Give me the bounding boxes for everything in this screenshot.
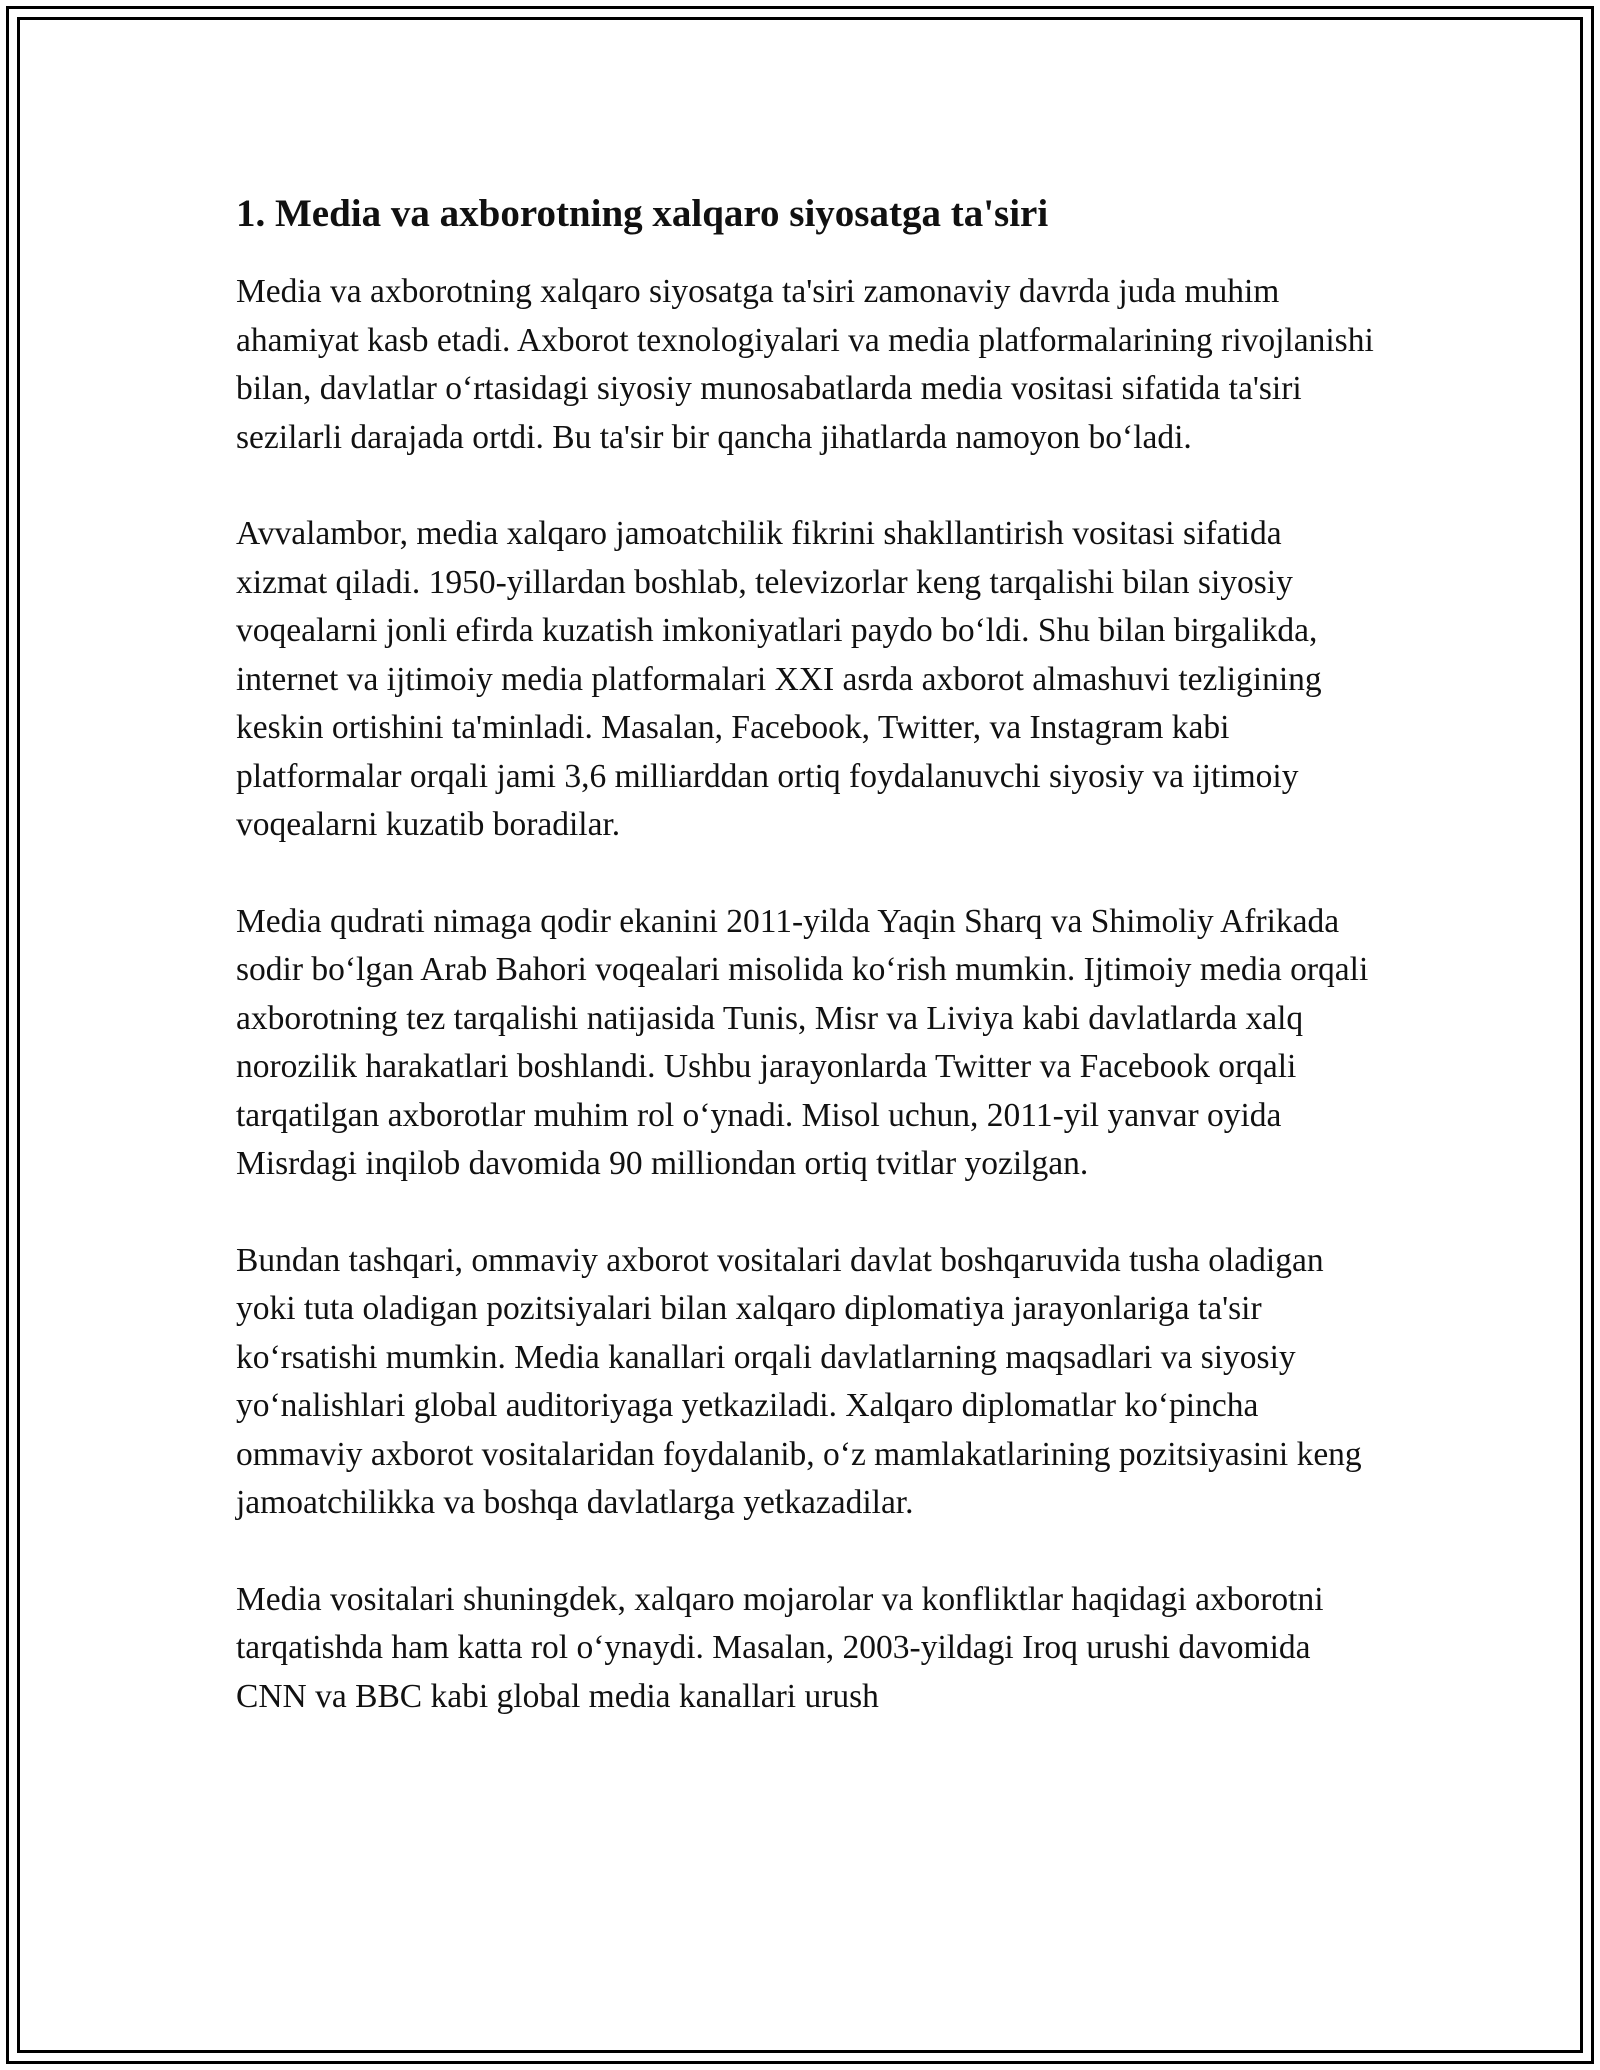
paragraph-conflicts: Media vositalari shuningdek, xalqaro mojarolar va konfliktlar haqidagi axborotni tarqatishda ham katta rol o‘ynaydi. Masalan, 2003-yildagi Iroq urushi davomida CNN va BBC kabi global media kanallari urush	[236, 1580, 1324, 1715]
paragraph-intro: Media va axborotning xalqaro siyosatga ta'siri zamonaviy davrda juda muhim ahamiyat kasb etadi. Axborot texnologiyalari va media platformalarining rivojlanishi bilan, davlatlar o‘rtasidagi siyosiy munosabatlarda media vositasi sifatida ta'siri sezilarli darajada ortdi. Bu ta'sir bir qancha jihatlarda namoyon bo‘ladi.	[236, 273, 1374, 456]
paragraph-public-opinion: Avvalambor, media xalqaro jamoatchilik fikrini shakllantirish vositasi sifatida xizmat qiladi. 1950-yillardan boshlab, televizorlar keng tarqalishi bilan siyosiy voqealarni jonli efirda kuzatish imkoniyatlari paydo bo‘ldi. Shu bilan birgalikda, internet va ijtimoiy media platformalari XXI asrda axborot almashuvi tezligining keskin ortishini ta'minladi. Masalan, Facebook, Twitter, va Instagram kabi platformalar orqali jami 3,6 milliarddan ortiq foydalanuvchi siyosiy va ijtimoiy voqealarni kuzatib boradilar.	[236, 515, 1322, 843]
section-heading: 1. Media va axborotning xalqaro siyosatga ta'siri	[236, 192, 1049, 235]
paragraph-arab-spring: Media qudrati nimaga qodir ekanini 2011-yilda Yaqin Sharq va Shimoliy Afrikada sodir bo‘lgan Arab Bahori voqealari misolida ko‘rish mumkin. Ijtimoiy media orqali axborotning tez tarqalishi natijasida Tunis, Misr va Liviya kabi davlatlarda xalq norozilik harakatlari boshlandi. Ushbu jarayonlarda Twitter va Facebook orqali tarqatilgan axborotlar muhim rol o‘ynadi. Misol uchun, 2011-yil yanvar oyida Misrdagi inqilob davomida 90 milliondan ortiq tvitlar yozilgan.	[236, 902, 1369, 1182]
document-body	[236, 188, 1376, 1769]
paragraph-diplomacy: Bundan tashqari, ommaviy axborot vositalari davlat boshqaruvida tusha oladigan yoki tuta oladigan pozitsiyalari bilan xalqaro diplomatiya jarayonlariga ta'sir ko‘rsatishi mumkin. Media kanallari orqali davlatlarning maqsadlari va siyosiy yo‘nalishlari global auditoriyaga yetkaziladi. Xalqaro diplomatlar ko‘pincha ommaviy axborot vositalaridan foydalanib, o‘z mamlakatlarining pozitsiyasini keng jamoatchilikka va boshqa davlatlarga yetkazadilar.	[236, 1241, 1362, 1521]
